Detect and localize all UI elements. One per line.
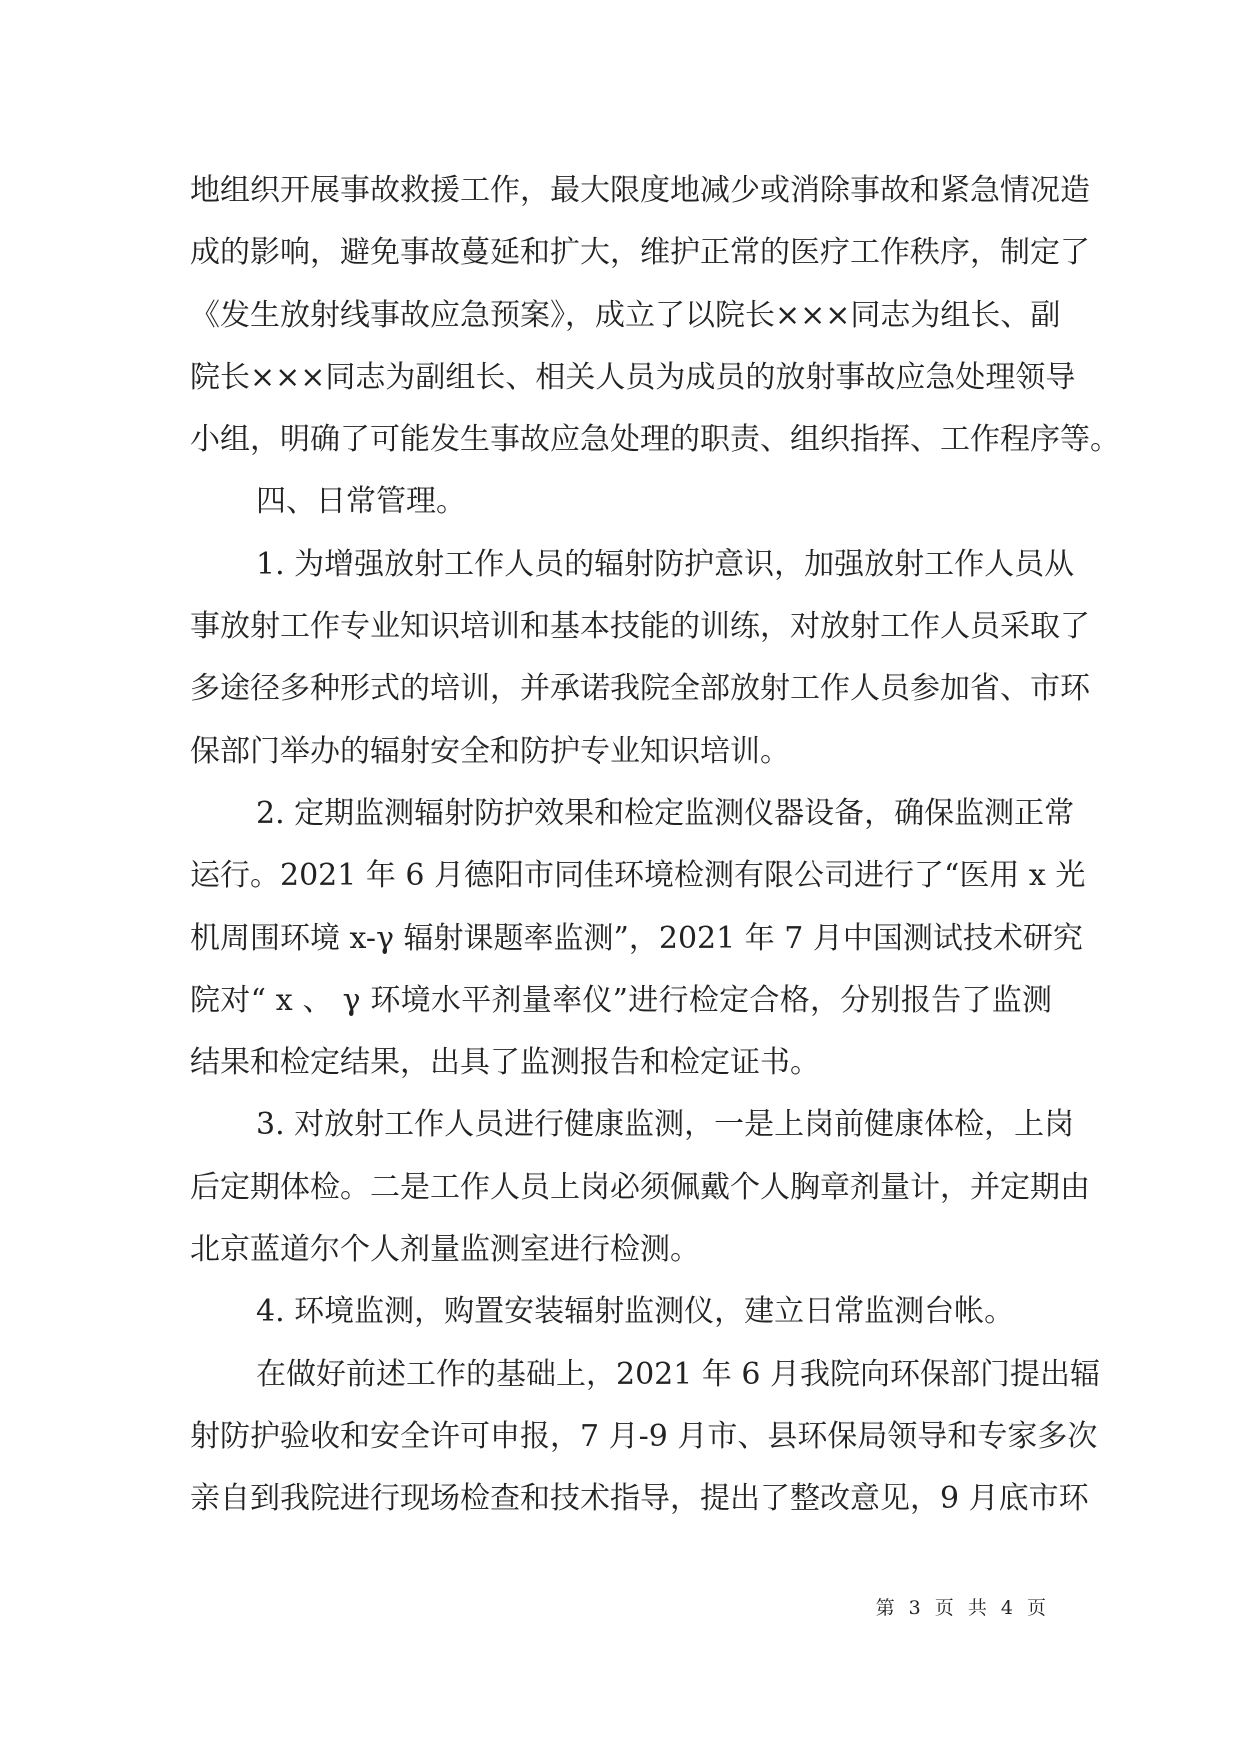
text-line: 院长×××同志为副组长、相关人员为成员的放射事故应急处理领导 [190, 359, 1076, 395]
text-line: 3. 对放射工作人员进行健康监测，一是上岗前健康体检，上岗 [256, 1107, 1075, 1143]
text-line: 在做好前述工作的基础上，2021 年 6 月我院向环保部门提出辐 [256, 1356, 1101, 1392]
text-line: 多途径多种形式的培训，并承诺我院全部放射工作人员参加省、市环 [190, 671, 1090, 707]
text-line: 1. 为增强放射工作人员的辐射防护意识，加强放射工作人员从 [256, 546, 1075, 582]
text-line: 运行。2021 年 6 月德阳市同佳环境检测有限公司进行了“医用 x 光 [190, 858, 1086, 894]
page-footer: 第 3 页 共 4 页 [875, 1597, 1050, 1619]
text-line: 2. 定期监测辐射防护效果和检定监测仪器设备，确保监测正常 [256, 795, 1075, 831]
text-line: 射防护验收和安全许可申报，7 月-9 月市、县环保局领导和专家多次 [190, 1418, 1098, 1454]
text-line: 结果和检定结果，出具了监测报告和检定证书。 [190, 1045, 820, 1081]
text-line: 机周围环境 x-γ 辐射课题率监测”，2021 年 7 月中国测试技术研究 [190, 920, 1083, 956]
text-line: 亲自到我院进行现场检查和技术指导，提出了整改意见，9 月底市环 [190, 1481, 1089, 1517]
text-line: 地组织开展事故救援工作，最大限度地减少或消除事故和紧急情况造 [190, 173, 1090, 208]
text-line: 保部门举办的辐射安全和防护专业知识培训。 [190, 733, 790, 769]
text-line: 《发生放射线事故应急预案》，成立了以院长×××同志为组长、副 [190, 297, 1061, 333]
text-line: 院对“ x 、 γ 环境水平剂量率仪”进行检定合格，分别报告了监测 [190, 982, 1052, 1018]
text-line: 后定期体检。二是工作人员上岗必须佩戴个人胸章剂量计，并定期由 [190, 1169, 1090, 1205]
text-line: 4. 环境监测，购置安装辐射监测仪，建立日常监测台帐。 [256, 1294, 1015, 1330]
body-text [190, 160, 1120, 1531]
section-heading: 四、日常管理。 [256, 484, 466, 520]
text-line: 小组，明确了可能发生事故应急处理的职责、组织指挥、工作程序等。 [190, 422, 1120, 458]
text-line: 事放射工作专业知识培训和基本技能的训练，对放射工作人员采取了 [190, 609, 1090, 645]
text-line: 北京蓝道尔个人剂量监测室进行检测。 [190, 1232, 700, 1268]
text-line: 成的影响，避免事故蔓延和扩大，维护正常的医疗工作秩序，制定了 [190, 235, 1090, 271]
